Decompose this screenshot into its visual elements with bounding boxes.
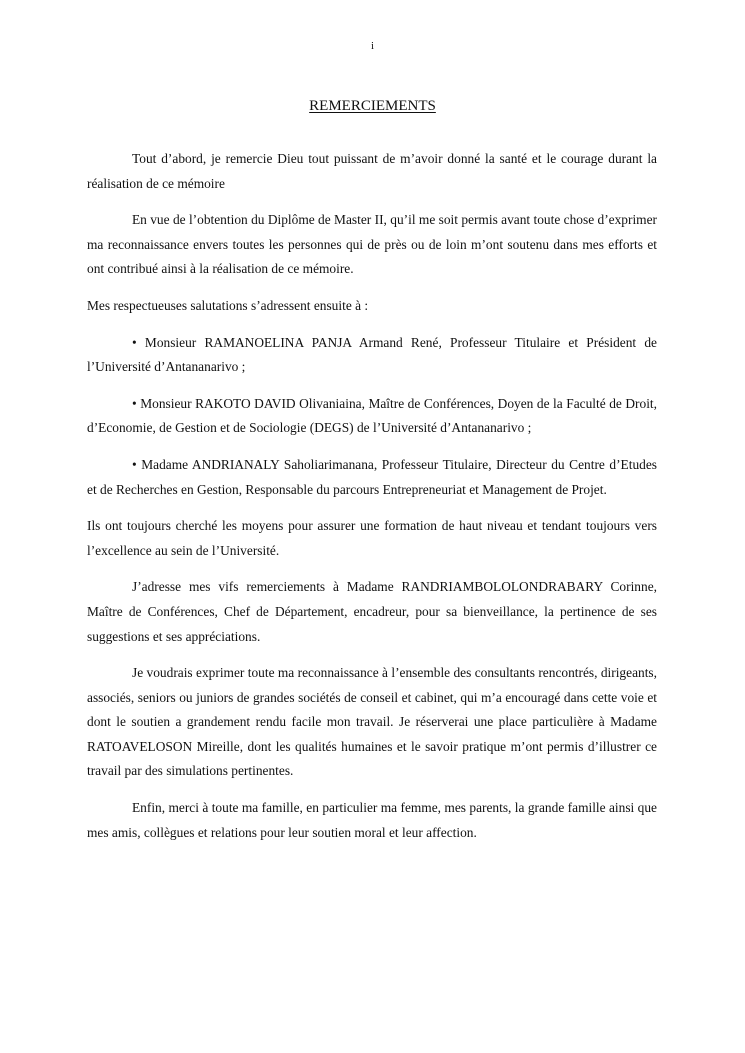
paragraph-excellence: Ils ont toujours cherché les moyens pour assurer une formation de haut niveau et tendant toujours vers l’excellence au sein de l’Université. (87, 518, 657, 558)
page-title: REMERCIEMENTS (309, 98, 436, 114)
paragraph-supervisor: J’adresse mes vifs remerciements à Madame RANDRIAMBOLOLONDRABARY Corinne, Maître de Conférences, Chef de Département, encadreur, pour sa bienveillance, la pertinence de ses suggestions et ses appréciations. (87, 579, 657, 644)
list-item-dean: • Monsieur RAKOTO DAVID Olivaniaina, Maître de Conférences, Doyen de la Faculté de Droit, d’Economie, de Gestion et de Sociologie (DEGS) de l’Université d’Antananarivo ; (87, 395, 657, 436)
paragraph-master-thanks: En vue de l’obtention du Diplôme de Master II, qu’il me soit permis avant toute chose d’exprimer ma reconnaissance envers toutes les personnes qui de près ou de loin m’ont soutenu dans mes efforts et ont contribué ainsi à la réalisation de ce mémoire. (87, 212, 657, 277)
paragraph-family: Enfin, merci à toute ma famille, en particulier ma femme, mes parents, la grande famille ainsi que mes amis, collègues et relations pour leur soutien moral et leur affection. (87, 800, 657, 840)
list-item-director: • Madame ANDRIANALY Saholiarimanana, Professeur Titulaire, Directeur du Centre d’Etudes et de Recherches en Gestion, Responsable du parcours Entrepreneuriat et Management de Projet. (87, 456, 657, 497)
paragraph-salutations: Mes respectueuses salutations s’adressent ensuite à : (87, 297, 369, 313)
list-item-president: • Monsieur RAMANOELINA PANJA Armand René, Professeur Titulaire et Président de l’Université d’Antananarivo ; (87, 334, 657, 375)
document-body (87, 147, 657, 857)
page-number: i (370, 40, 375, 52)
paragraph-consultants: Je voudrais exprimer toute ma reconnaissance à l’ensemble des consultants rencontrés, dirigeants, associés, seniors ou juniors de grandes sociétés de conseil et cabinet, qui m’a encouragé dans cette voie et dont le soutien a grandement rendu facile mon travail. Je réserverai une place particulière à Madame RATOAVELOSON Mireille, dont les qualités humaines et le savoir pratique m’ont permis d’illustrer ce travail par des simulations pertinentes. (87, 665, 657, 779)
paragraph-intro: Tout d’abord, je remercie Dieu tout puissant de m’avoir donné la santé et le courage durant la réalisation de ce mémoire (87, 151, 657, 191)
